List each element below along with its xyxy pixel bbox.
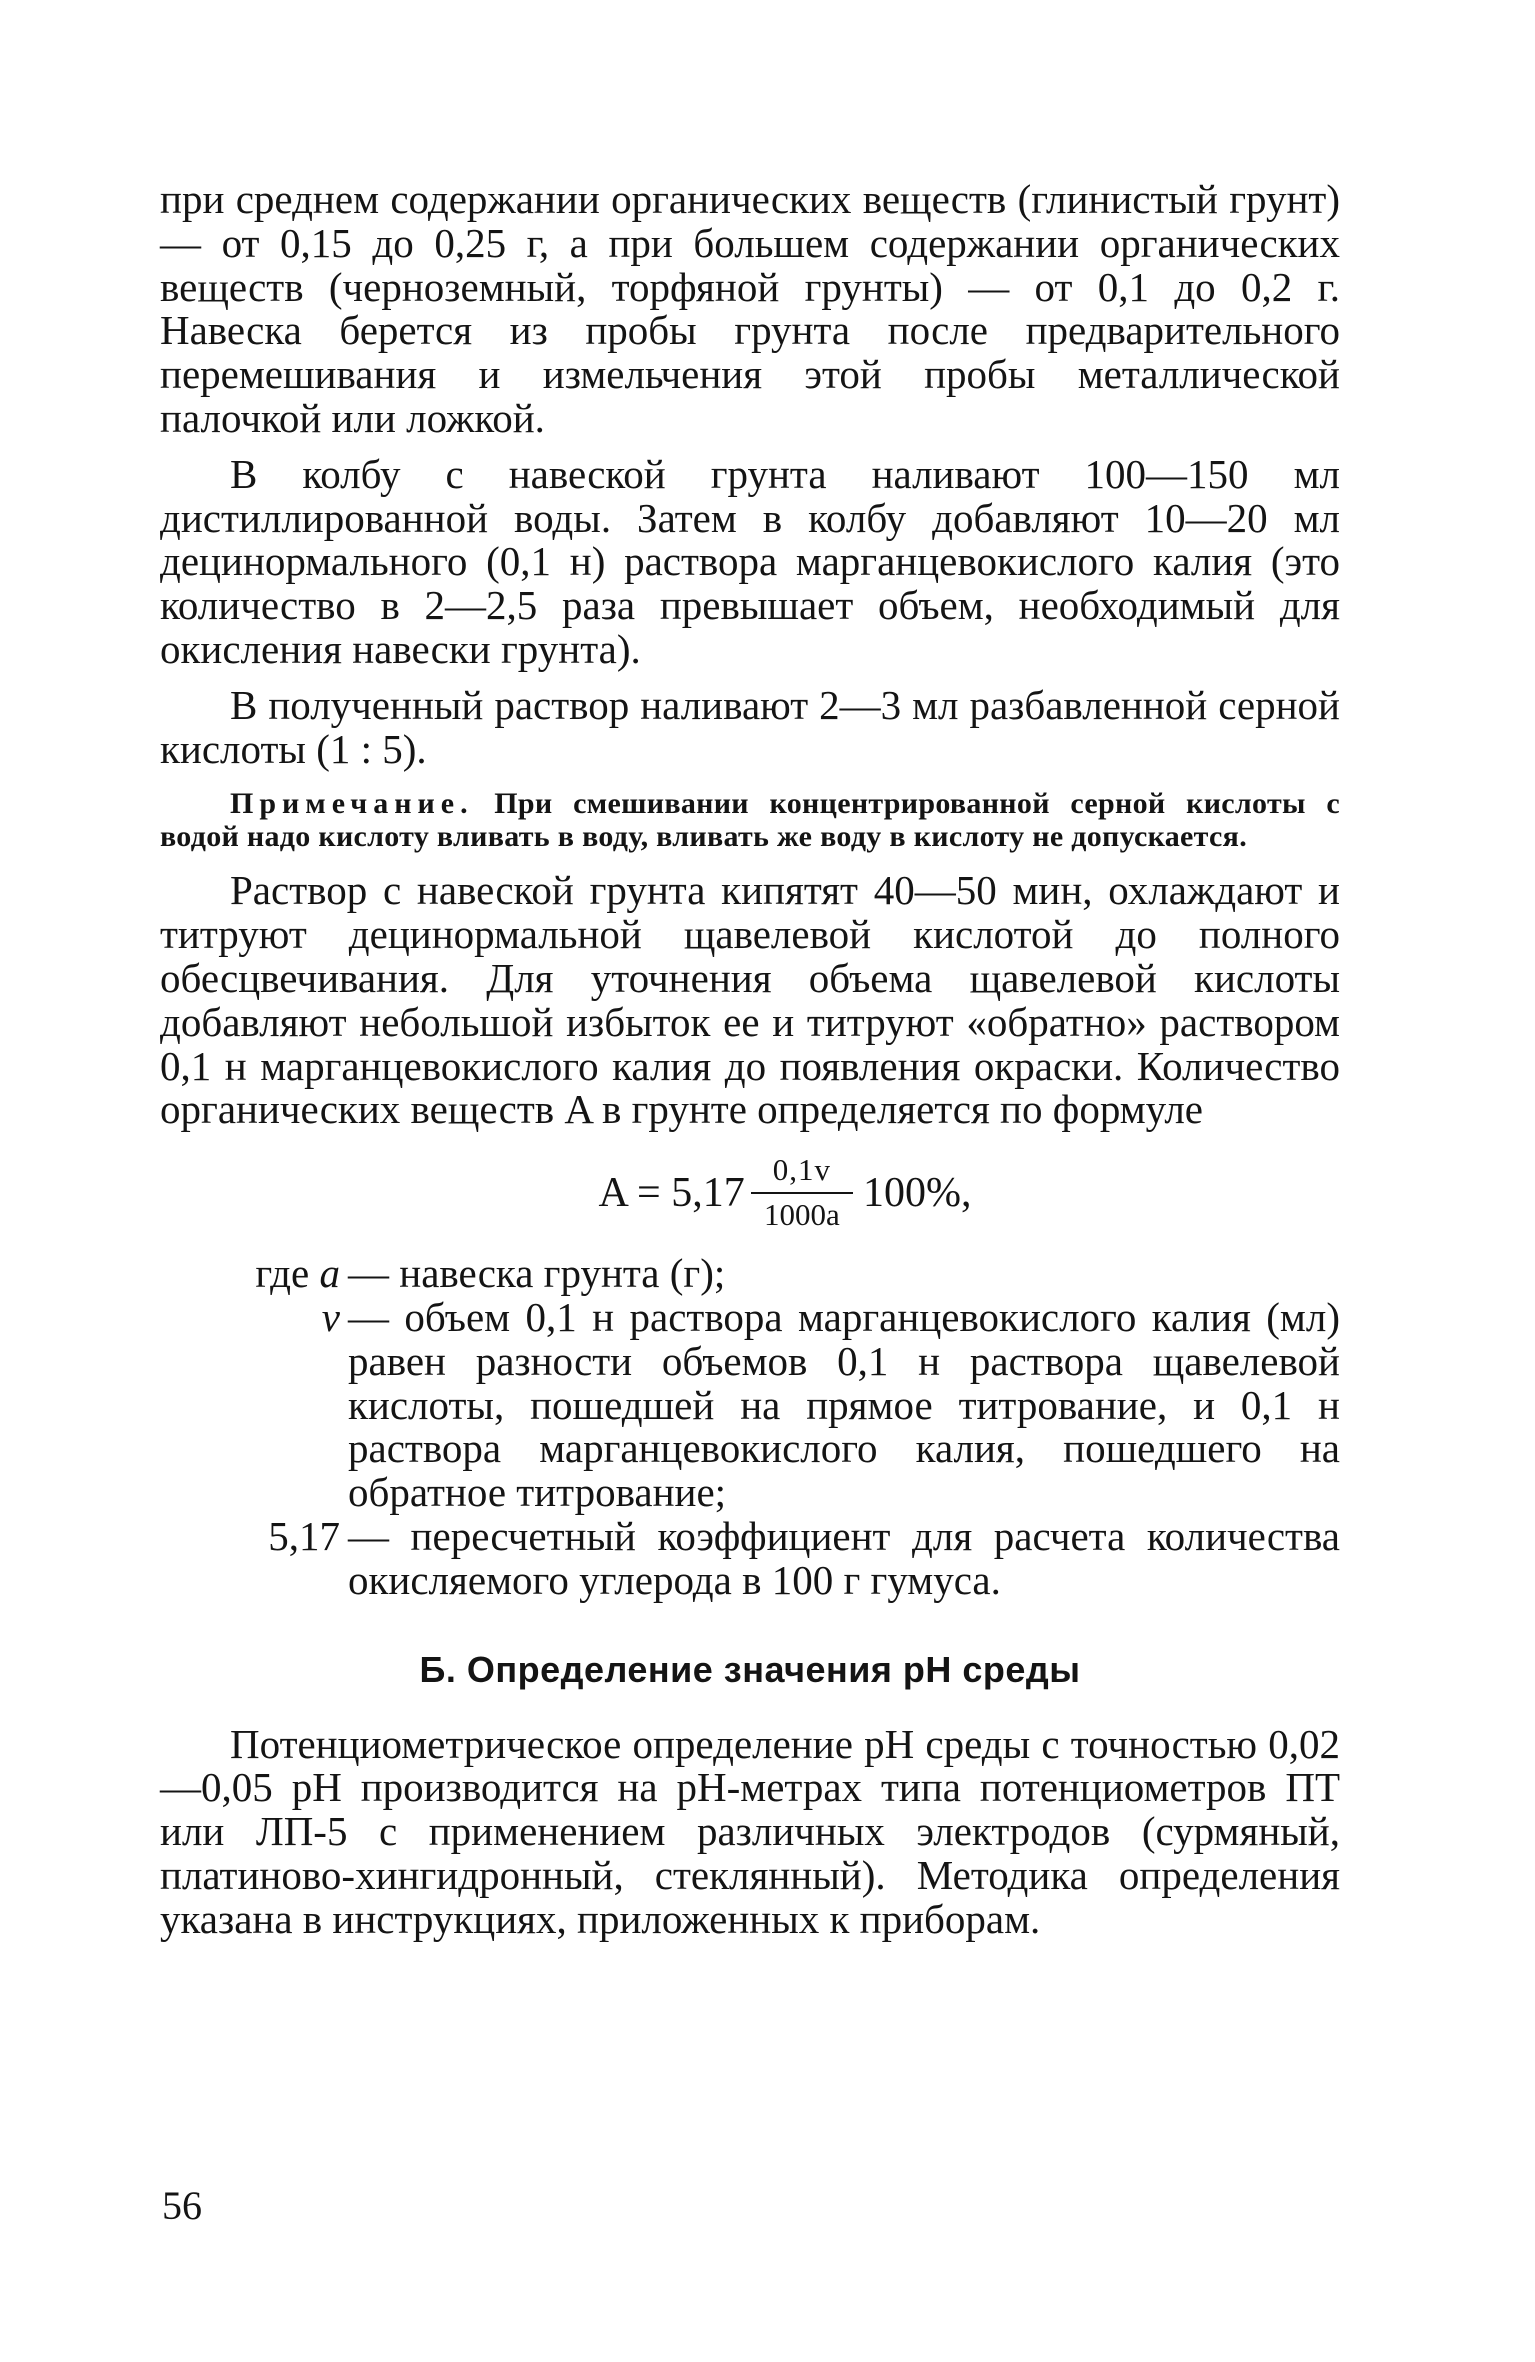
formula-lhs: A = 5,17 xyxy=(598,1170,745,1217)
formula-fraction xyxy=(751,1152,853,1234)
paragraph-organic-content: при среднем содержании органических веществ (глинистый грунт) — от 0,15 до 0,25 г, а при большем содержании органических веществ (черноземный, торфяной грунты) — от 0,1 до 0,2 г. Навеска берется из пробы грунта после предварительного перемешивания и измельчения этой пробы металлической палочкой или ложкой. xyxy=(160,176,1340,441)
note xyxy=(160,787,1340,853)
page-body xyxy=(160,178,1340,1942)
definition-term: 5,17 xyxy=(268,1512,340,1559)
section-heading: Б. Определение значения pH среды xyxy=(419,1648,1081,1690)
paragraph-flask: В колбу с навеской грунта наливают 100—150 мл дистиллированной воды. Затем в колбу добавляют 10—20 мл децинормального (0,1 н) раствора марганцевокислого калия (это количество в 2—2,5 раза превышает объем, необходимый для окисления навески грунта). xyxy=(160,450,1340,672)
definition-term: где a xyxy=(255,1250,340,1297)
definition-item xyxy=(160,1512,1340,1603)
paragraph-sulfuric-acid: В полученный раствор наливают 2—3 мл разбавленной серной кислоты (1 : 5). xyxy=(160,681,1340,772)
definition-text: — объем 0,1 н раствора марганцевокислого калия (мл) равен разности объемов 0,1 н раствора щавелевой кислоты, пошедшей на прямое титрование, и 0,1 н раствора марганцевокислого калия, пошедшего на обратное титрование; xyxy=(348,1293,1340,1516)
note-text: При смешивании концентрированной серной кислоты с водой надо кислоту вливать в воду, вливать же воду в кислоту не допускается. xyxy=(160,787,1340,854)
definition-list xyxy=(160,1252,1340,1602)
definition-text: — навеска грунта (г); xyxy=(348,1250,726,1297)
note-label: Примечание. xyxy=(230,787,474,821)
definition-item xyxy=(160,1293,1340,1516)
definition-item xyxy=(160,1252,1340,1296)
formula xyxy=(160,1152,1340,1234)
definition-text: — пересчетный коэффициент для расчета количества окисляемого углерода в 100 г гумуса. xyxy=(348,1512,1340,1603)
formula-denominator: 1000a xyxy=(763,1197,840,1233)
page-number: 56 xyxy=(162,2183,202,2228)
paragraph-ph: Потенциометрическое определение pH среды с точностью 0,02—0,05 pH производится на pH-метрах типа потенциометров ПТ или ЛП-5 с применением различных электродов (сурмяный, платиново-хингидронный, стеклянный). Методика определения указана в инструкциях, приложенных к приборам. xyxy=(160,1720,1340,1942)
formula-numerator: 0,1v xyxy=(751,1152,853,1194)
formula-rhs: 100%, xyxy=(862,1170,972,1217)
definition-term: v xyxy=(321,1293,340,1340)
paragraph-titration: Раствор с навеской грунта кипятят 40—50 мин, охлаждают и титруют децинормальной щавелевой кислотой до полного обесцвечивания. Для уточнения объема щавелевой кислоты добавляют небольшой избыток ее и титруют «обратно» раствором 0,1 н марганцевокислого калия до появления окраски. Количество органических веществ A в грунте определяется по формуле xyxy=(160,867,1340,1133)
